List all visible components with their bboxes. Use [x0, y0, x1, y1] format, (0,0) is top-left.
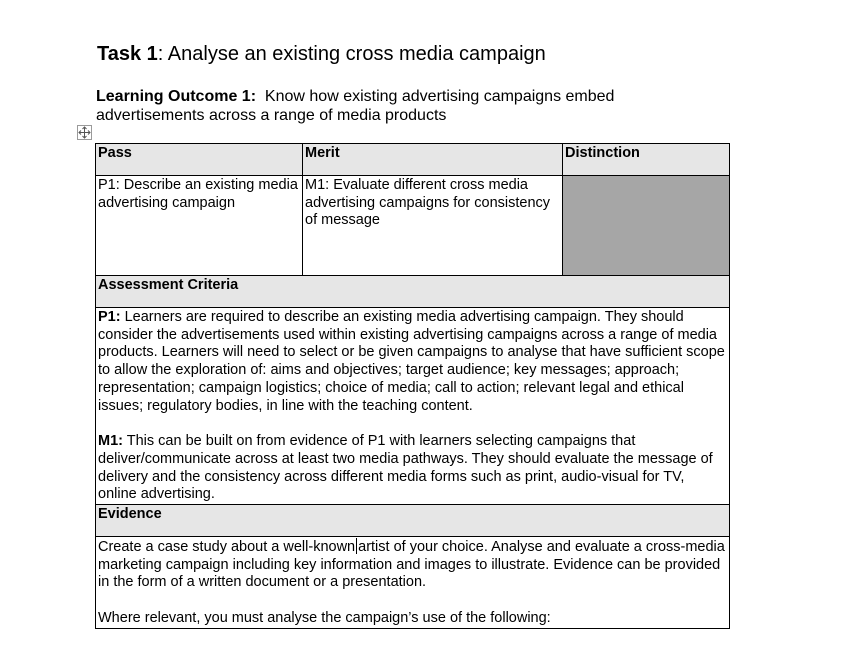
text-cursor — [356, 538, 357, 554]
evidence-body[interactable] — [96, 537, 730, 629]
evidence-text-start: Create a case study about a well-known — [98, 539, 356, 556]
assessment-body-row — [96, 308, 730, 505]
learning-outcome — [96, 87, 716, 125]
m1-text: This can be built on from evidence of P1 with learners selecting campaigns that deliver/communicate across at least two media pathways. They should evaluate the message of delivery and the consistency across different media forms such as print, audio-visual for TV, online advertising. — [98, 433, 713, 503]
distinction-criterion[interactable] — [563, 176, 730, 276]
m1-label: M1: — [98, 433, 123, 450]
assessment-criteria-body[interactable] — [96, 308, 730, 505]
evidence-paragraph-2: Where relevant, you must analyse the campaign’s use of the following: — [98, 610, 551, 627]
learning-outcome-label: Learning Outcome 1: — [96, 88, 257, 105]
task-label: Task 1 — [97, 43, 158, 65]
assessment-table — [95, 143, 730, 629]
assessment-criteria-heading[interactable]: Assessment Criteria — [96, 276, 730, 308]
evidence-text-end: artist of your choice. Analyse and evaluate a cross-media marketing campaign including key information and images to illustrate. Evidence can be provided in the form of a written document or a presentation. — [98, 539, 725, 591]
table-move-handle[interactable] — [77, 125, 92, 140]
task-title — [97, 42, 546, 66]
header-pass[interactable]: Pass — [96, 144, 303, 176]
task-title-text: : Analyse an existing cross media campaign — [157, 43, 546, 65]
learning-outcome-text: Know how existing advertising campaigns embed advertisements across a range of media products — [96, 88, 615, 124]
evidence-body-row — [96, 537, 730, 629]
merit-criterion[interactable]: M1: Evaluate different cross media advertising campaigns for consistency of message — [303, 176, 563, 276]
move-cross-icon — [78, 126, 91, 139]
grade-header-row — [96, 144, 730, 176]
assessment-heading-row — [96, 276, 730, 308]
evidence-paragraph — [98, 538, 727, 592]
header-merit[interactable]: Merit — [303, 144, 563, 176]
m1-paragraph — [98, 433, 727, 504]
evidence-heading[interactable]: Evidence — [96, 505, 730, 537]
p1-text: Learners are required to describe an existing media advertising campaign. They should consider the advertisements used within existing advertising campaigns across a range of media products. Learners will need to select or be given campaigns to analyse that have sufficient scope to allow the exploration of: aims and objectives; target audience; key messages; approach; representation; campaign logistics; choice of media; call to action; relevant legal and ethical issues; regulatory bodies, in line with the teaching content. — [98, 309, 725, 414]
header-distinction[interactable]: Distinction — [563, 144, 730, 176]
grade-criteria-row — [96, 176, 730, 276]
p1-paragraph — [98, 309, 727, 415]
evidence-heading-row — [96, 505, 730, 537]
p1-label: P1: — [98, 309, 121, 325]
pass-criterion[interactable]: P1: Describe an existing media advertising campaign — [96, 176, 303, 276]
